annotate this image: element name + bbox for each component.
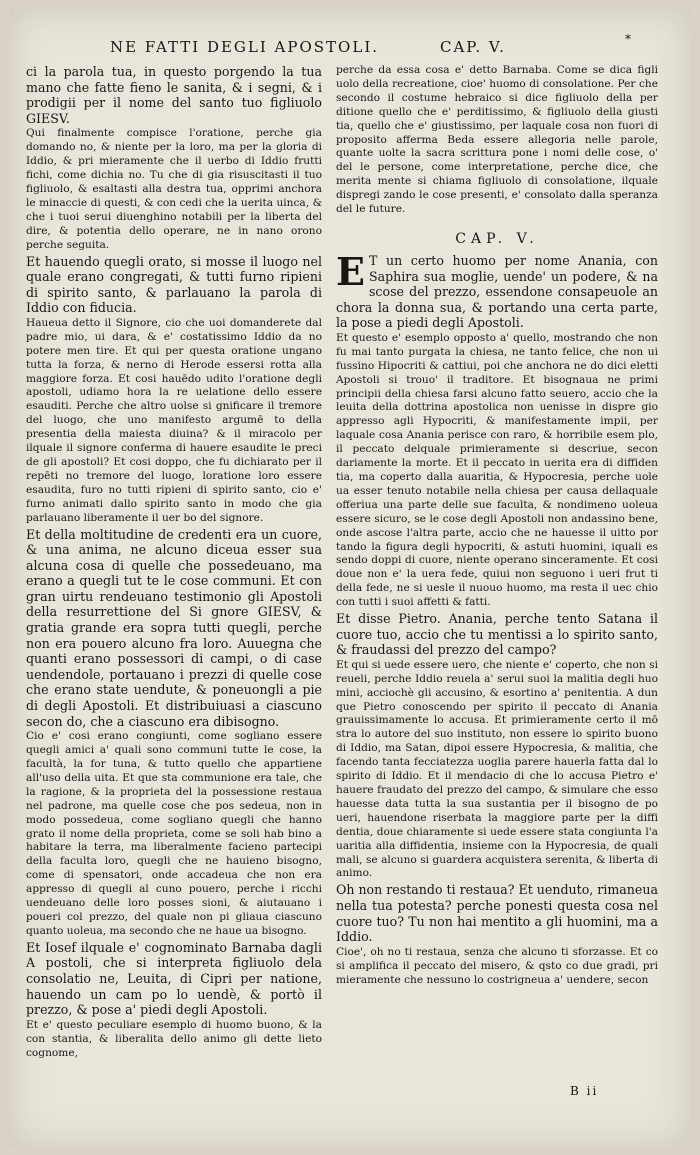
commentary-text: Et qui si uede essere uero, che niente e' coperto, che non si reueli, perche Iddio reuela a' serui suoi la malitia degli huo mini, acciochè gli accusino, & esortino a' penitentia. A dun que Pietro conoscendo per spirito il peccato di Anania grauissimamente lo accusa. Et primieramente certo il mō stra lo autore del suo instituto, non essere lo spirito buono di Iddio, ma Satan, dipoi essere Hypocresia, & malitia, che facendo tanta fecciatezza uoglia parere hauerla fatta dal lo spirito di Iddio. Et il mendacio di che lo accusa Pietro e' hauere fraudato del prezzo del campo, & simulare che esso hauesse data tutta la sua sustantia per il bisogno de po ueri, hauendone riserbata la maggiore parte per la diffi dentia, doue chiaramente si uede essere stata congiunta l'a uaritia alla diffidentia, insieme con la Hypocresia, de quali mali, se alcuno si guardera acquistera serenita, & liberta di animo. bbox=[336, 658, 658, 880]
commentary-text: Et e' questo peculiare esemplo di huomo buono, & la con stantia, & liberalita dello animo gli dette lieto cognome, bbox=[26, 1018, 322, 1059]
scripture-text: Oh non restando ti restaua? Et uenduto, rimaneua nella tua potesta? perche ponesti questa cosa nel cuore tuo? Tu non hai mentito a gli huomini, ma a Iddio. bbox=[336, 882, 658, 945]
running-header bbox=[110, 32, 650, 64]
scripture-text: Et hauendo quegli orato, si mosse il luogo nel quale erano congregati, & tutti furno ripieni di spirito santo, & parlauano la parola di Iddio con fiducia. bbox=[26, 253, 322, 316]
right-column bbox=[336, 64, 658, 988]
signature-mark: B ii bbox=[570, 1084, 599, 1098]
header-chapter: CAP. V. bbox=[440, 38, 506, 56]
commentary-text: Haueua detto il Signore, cio che uoi domanderete dal padre mio, ui dara, & e' costatissimo Iddio da no potere men tire. Et qui per questa oratione ungano tutta la forza, & nerno di Herode essersi rotta alla maggiore forza. Et cosi hauēdo udito l'oratione degli apostoli, udiamo hora la re uelatione dello essere esauditi. Perche che altro uolse si gnificare il tremore del luogo, che uno manifesto argumē to della presentia della maiesta diuina? & il miracolo per ilquale il signore conferma di hauere esaudite le preci de gli apostoli? Et cosi doppo, che fu dichiarato per il repēti no tremore del luogo, loratione loro essere esaudita, furo no tutti ripieni di spirito santo, cio e' furno animati dallo spirito santo in modo che gia parlauano liberamente il uer bo del signore. bbox=[26, 316, 322, 524]
header-mark: * bbox=[625, 32, 633, 46]
scripture-text bbox=[336, 248, 658, 331]
book-page bbox=[10, 8, 690, 1148]
commentary-text: Cioe', oh no ti restaua, senza che alcuno ti sforzasse. Et co si amplifica il peccato del misero, & qsto co due gradi, pri mieramente che nessuno lo costrigneua a' uendere, secon bbox=[336, 945, 658, 986]
commentary-text: perche da essa cosa e' detto Barnaba. Come se dica figli uolo della recreatione, cioe' huomo di consolatione. Per che secondo il costume hebraico si dice figliuolo della per ditione quello che e' perditissimo, & figliuolo della giusti tia, quello che e' giustissimo, per laquale cosa non fuori di proposito afferma Beda essere allegoria nelle parole, quante uolte la sacra scrittura pone i nomi delle cose, o' del le persone, come interpretatione, perche dice, che merita mente si chiama figliuolo di consolatione, ilquale dispregi zando le cose presenti, e' consolato dalla speranza del le future. bbox=[336, 64, 658, 216]
commentary-text: Cio e' cosi erano congiunti, come sogliano essere quegli amici a' quali sono communi tutte le cose, la facultà, la for tuna, & tutto quello che appartiene all'uso della uita. Et que sta communione era tale, che la ragione, & la proprieta del la possessione restaua nel padrone, ma quelle cose che pos sedeua, non in modo possedeua, come sogliano quegli che hanno grato il nome della proprieta, come se soli hab bino a habitare la terra, ma liberalmente facieno partecipi della faculta loro, quegli che ne hauieno bisogno, come di spensatori, onde accadeua che non era appresso di quegli al cuno pouero, perche i ricchi uendeuano delle loro posses sioni, & aiutauano i poueri col prezzo, del quale non pi gliaua ciascuno quanto uoleua, ma secondo che ne haue ua bisogno. bbox=[26, 730, 322, 937]
scripture-text: Et disse Pietro. Anania, perche tento Satana il cuore tuo, accio che tu mentissi a lo spirito santo, & fraudassi del prezzo del campo? bbox=[336, 611, 658, 658]
scripture-text: Et Iosef ilquale e' cognominato Barnaba dagli A postoli, che si interpreta figliuolo dela consolatio ne, Leuita, di Cipri per natione, hauendo un cam po lo uendè, & portò il prezzo, & pose a' piedi degli Apostoli. bbox=[26, 939, 322, 1018]
header-title: NE FATTI DEGLI APOSTOLI. bbox=[110, 38, 380, 56]
commentary-text: Et questo e' esemplo opposto a' quello, mostrando che non fu mai tanto purgata la chiesa, ne tanto felice, che non ui fussino Hipocriti & cattiui, poi che anchora ne do dici eletti Apostoli si trouo' il traditore. Et bisognaua ne primi principii della chiesa farsi alcuno fatto seuero, accio che la leuita della dottrina apostolica non uenisse in dispre gio appresso agli Hypocriti, & manifestamente impii, per laquale cosa Anania perisce con raro, & horribile esem plo, il peccato delquale primieramente si descriue, secon dariamente la morte. Et il peccato in uerita era di diffiden tia, ma coperto dalla auaritia, & Hypocresia, perche uole ua esser tenuto notabile nella chiesa per causa dellaquale offeriua una parte delle sue faculta, & nondimeno uoleua essere sicuro, se le cose degli Apostoli non andassino bene, onde ascose l'altra parte, accio che ne hauesse il uitto por tando la figura degli hypocriti, & astuti huomini, iquali es sendo doppi di cuore, niente operano sinceramente. Et cosi doue non e' la uera fede, quiui non seguono i ueri frut ti della fede, ne si uesle il nuouo huomo, ma resta il uec chio con tutti i suoi affetti & fatti. bbox=[336, 331, 658, 609]
chapter-heading: CAP. V. bbox=[455, 230, 539, 247]
left-column bbox=[26, 64, 322, 1062]
scripture-body: T un certo huomo per nome Anania, con Saphira sua moglie, uende' un podere, & na scose del prezzo, essendone consapeuole an chora la donna sua, & portando una certa parte, la pose a piedi degli Apostoli. bbox=[336, 252, 658, 331]
scripture-text: ci la parola tua, in questo porgendo la tua mano che fatte fieno le sanita, & i segni, & i prodigii per il nome del santo tuo figliuolo GIESV. bbox=[26, 64, 322, 126]
scripture-text: Et della moltitudine de credenti era un cuore, & una anima, ne alcuno diceua esser sua alcuna cosa di quelle che possedeuano, ma erano a quegli tut te le cose communi. Et con gran uirtu rendeuano testimonio gli Apostoli della resurrettione del Si gnore GIESV, & gratia grande era sopra tutti quegli, perche non era pouero alcuno fra loro. Auuegna che quanti erano possessori di campi, o di case uendendole, portauano i prezzi di quelle cose che erano state uendute, & poneuongli a pie di degli Apostoli. Et distribuiuasi a ciascuno secon do, che a ciascuno era dibisogno. bbox=[26, 526, 322, 729]
drop-cap: E bbox=[336, 248, 365, 294]
commentary-text: Qui finalmente compisce l'oratione, perche gia domando no, & niente per la loro, ma per la gloria di Iddio, & pri mieramente che il uerbo di Iddio frutti fichi, come dichia no. Tu che di gia risuscitasti il tuo figliuolo, & esaltasti alla destra tua, opprimi anchora le minaccie di questi, & con cedi che la uerita uinca, & che i tuoi serui diuenghino notabili per la liberta del dire, & potentia dello operare, ne in nano orono perche seguita. bbox=[26, 127, 322, 251]
